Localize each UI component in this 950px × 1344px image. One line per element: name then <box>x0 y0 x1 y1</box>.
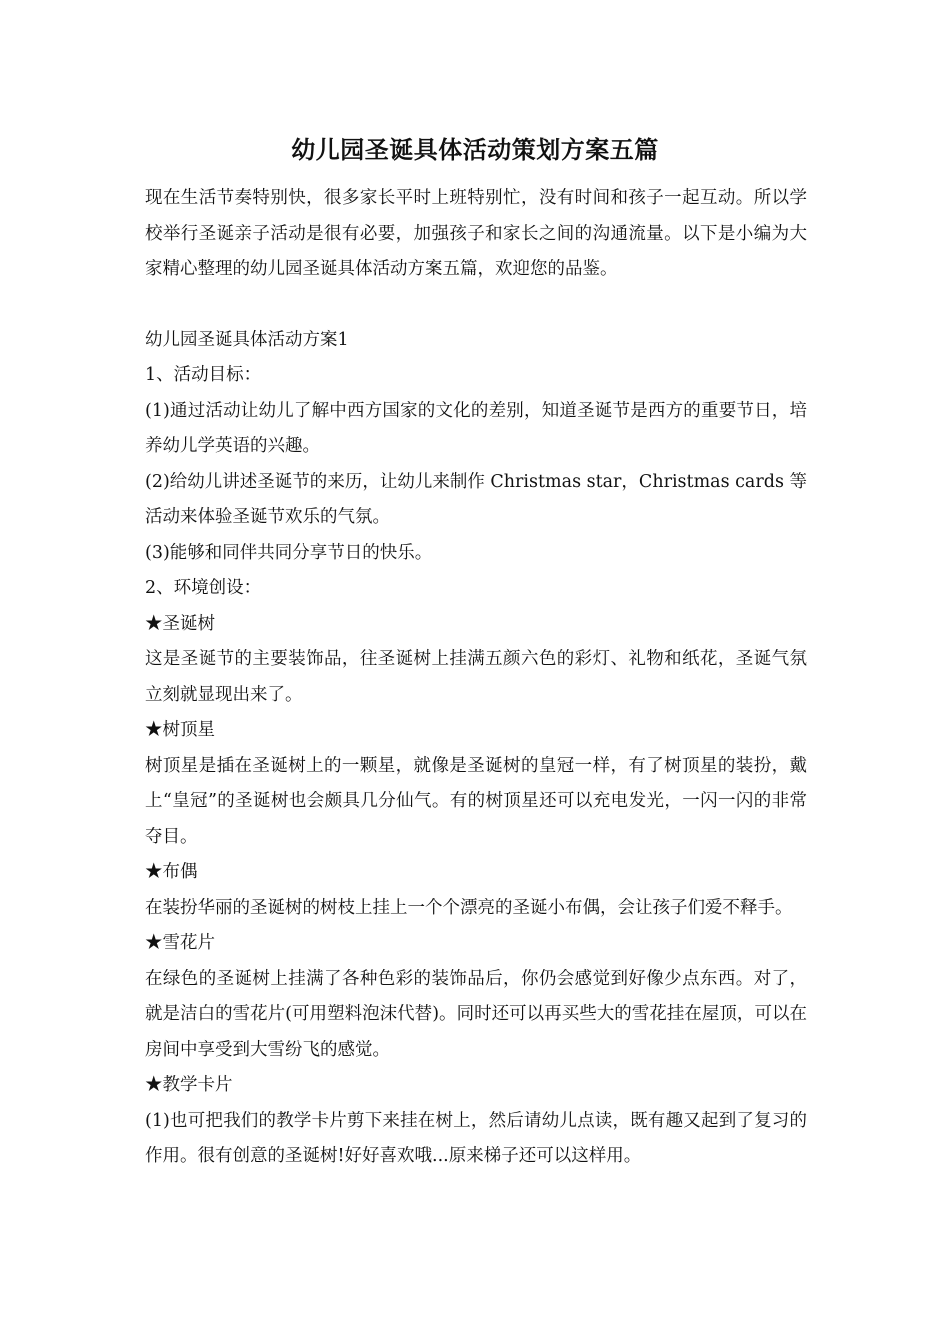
paragraph-gap <box>145 288 807 323</box>
christmas-tree-heading: ★圣诞树 <box>145 613 215 634</box>
teaching-card-text: (1)也可把我们的教学卡片剪下来挂在树上，然后请幼儿点读，既有趣又起到了复习的作用。很有创意的圣诞树!好好喜欢哦...原来梯子还可以这样用。 <box>145 1110 807 1166</box>
snowflake-heading: ★雪花片 <box>145 933 215 953</box>
objective-heading: 1、活动目标： <box>145 365 262 385</box>
christmas-tree-text: 这是圣诞节的主要装饰品，往圣诞树上挂满五颜六色的彩灯、礼物和纸花，圣诞气氛立刻就显现出来了。 <box>145 649 807 705</box>
section-heading: 幼儿园圣诞具体活动方案1 <box>145 329 349 350</box>
objective-item-1: (1)通过活动让幼儿了解中西方国家的文化的差别，知道圣诞节是西方的重要节日，培养幼儿学英语的兴趣。 <box>145 400 807 456</box>
environment-heading: 2、环境创设： <box>145 578 262 598</box>
tree-top-star-heading: ★树顶星 <box>145 720 215 740</box>
document-body <box>145 181 807 1175</box>
doll-heading: ★布偶 <box>145 862 198 882</box>
objective-item-3: (3)能够和同伴共同分享节日的快乐。 <box>145 542 433 563</box>
objective-item-2: (2)给幼儿讲述圣诞节的来历，让幼儿来制作 Christmas star，Christmas cards 等活动来体验圣诞节欢乐的气氛。 <box>145 471 807 527</box>
teaching-card-heading: ★教学卡片 <box>145 1075 233 1095</box>
document-title: 幼儿园圣诞具体活动策划方案五篇 <box>291 135 659 164</box>
intro-paragraph: 现在生活节奏特别快，很多家长平时上班特别忙，没有时间和孩子一起互动。所以学校举行圣诞亲子活动是很有必要，加强孩子和家长之间的沟通流量。以下是小编为大家精心整理的幼儿园圣诞具体活动方案五篇，欢迎您的品鉴。 <box>145 188 807 279</box>
doll-text: 在装扮华丽的圣诞树的树枝上挂上一个个漂亮的圣诞小布偶，会让孩子们爱不释手。 <box>145 897 793 918</box>
snowflake-text: 在绿色的圣诞树上挂满了各种色彩的装饰品后，你仍会感觉到好像少点东西。对了，就是洁白的雪花片(可用塑料泡沫代替)。同时还可以再买些大的雪花挂在屋顶，可以在房间中享受到大雪纷飞的感觉。 <box>145 968 807 1060</box>
tree-top-star-text: 树顶星是插在圣诞树上的一颗星，就像是圣诞树的皇冠一样，有了树顶星的装扮，戴上“皇冠”的圣诞树也会颇具几分仙气。有的树顶星还可以充电发光，一闪一闪的非常夺目。 <box>145 755 807 847</box>
